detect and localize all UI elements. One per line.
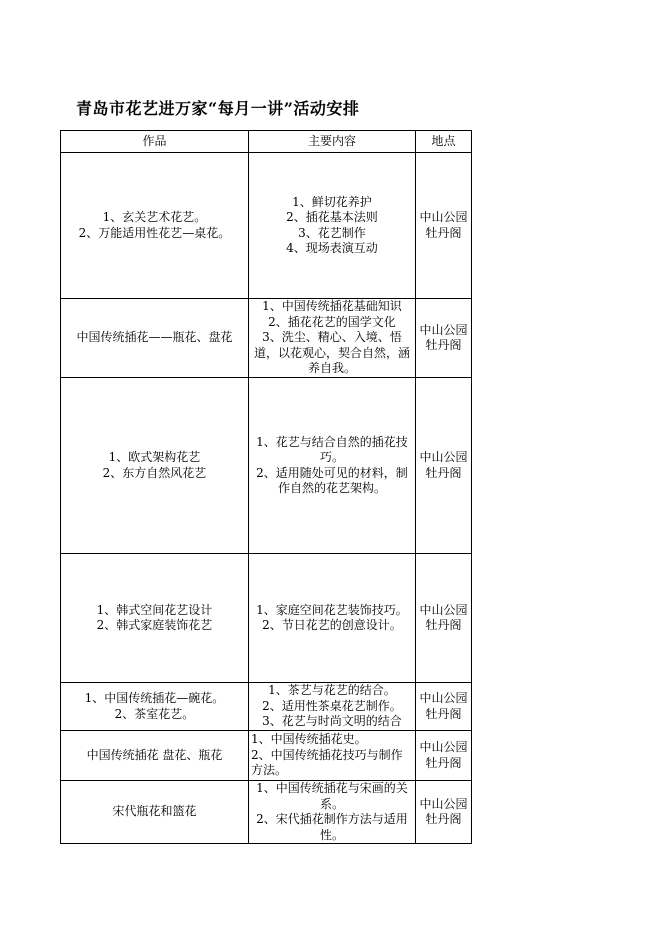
work-cell: [61, 378, 249, 554]
content-line: 2、适用性茶桌花艺制作。: [262, 698, 402, 713]
place-cell: 中山公园牡丹阁: [416, 153, 472, 299]
schedule-table: [60, 130, 472, 844]
work-cell: [61, 683, 249, 731]
content-cell: [249, 153, 416, 299]
content-line: 1、花艺与结合自然的插花技巧。: [256, 434, 408, 464]
content-line: 2、中国传统插花技巧与制作方法。: [251, 747, 403, 778]
page-title: 青岛市花艺进万家“每月一讲”活动安排: [76, 99, 360, 118]
content-line: 2、宋代插花制作方法与适用性。: [256, 812, 408, 842]
work-line: 中国传统插花——瓶花、盘花: [76, 330, 233, 345]
table-row: [61, 781, 472, 844]
work-cell: [61, 554, 249, 683]
table-row: [61, 378, 472, 554]
content-cell: [249, 731, 416, 781]
content-line: 1、中国传统插花与宋画的关系。: [256, 781, 408, 811]
table-row: [61, 299, 472, 378]
content-line: 2、插花基本法则: [286, 210, 378, 224]
content-cell: [249, 299, 416, 378]
content-line: 1、中国传统插花基础知识: [262, 299, 402, 314]
table-row: [61, 153, 472, 299]
work-line: 2、万能适用性花艺—桌花。: [78, 225, 231, 240]
content-cell: [249, 683, 416, 731]
place-cell: 中山公园牡丹阁: [416, 299, 472, 378]
work-line: 宋代瓶花和篮花: [112, 804, 197, 819]
table-row: [61, 731, 472, 781]
work-line: 2、茶室花艺。: [114, 706, 195, 721]
work-cell: [61, 299, 249, 378]
content-line: 3、花艺制作: [298, 225, 366, 240]
content-cell: [249, 781, 416, 844]
content-line: 2、适用随处可见的材料，制作自然的花艺架构。: [256, 465, 408, 495]
header-row: [61, 131, 472, 153]
content-line: 1、鲜切花养护: [292, 194, 372, 209]
content-cell: [249, 378, 416, 554]
place-cell: 中山公园牡丹阁: [416, 683, 472, 731]
place-cell: 中山公园牡丹阁: [416, 554, 472, 683]
work-cell: [61, 781, 249, 844]
work-line: 中国传统插花 盘花、瓶花: [86, 747, 223, 762]
content-line: 3、花艺与时尚文明的结合: [262, 714, 402, 729]
content-line: 4、现场表演互动: [286, 241, 378, 255]
content-line: 3、洗尘、精心、入境、悟道，以花观心，契合自然，涵养自我。: [253, 330, 410, 376]
place-cell: 中山公园牡丹阁: [416, 731, 472, 781]
header-work: 作品: [61, 131, 249, 153]
work-cell: [61, 731, 249, 781]
place-cell: 中山公园牡丹阁: [416, 378, 472, 554]
place-cell: 中山公园牡丹阁: [416, 781, 472, 844]
table-row: [61, 683, 472, 731]
work-line: 1、玄关艺术花艺。: [102, 210, 207, 224]
header-place: 地点: [416, 131, 472, 153]
content-line: 1、家庭空间花艺装饰技巧。: [256, 602, 408, 617]
content-cell: [249, 554, 416, 683]
schedule-body: [61, 153, 472, 844]
content-line: 2、插花花艺的国学文化: [268, 314, 396, 329]
table-row: [61, 554, 472, 683]
work-line: 1、欧式架构花艺: [108, 450, 201, 464]
content-line: 1、中国传统插花史。: [251, 732, 367, 747]
work-line: 2、韩式家庭装饰花艺: [96, 618, 213, 632]
work-line: 1、韩式空间花艺设计: [96, 602, 213, 617]
work-line: 1、中国传统插花—碗花。: [84, 691, 225, 705]
work-cell: [61, 153, 249, 299]
content-line: 1、茶艺与花艺的结合。: [268, 683, 396, 698]
header-content: 主要内容: [249, 131, 416, 153]
content-line: 2、节日花艺的创意设计。: [262, 618, 402, 632]
work-line: 2、东方自然风花艺: [102, 465, 207, 480]
